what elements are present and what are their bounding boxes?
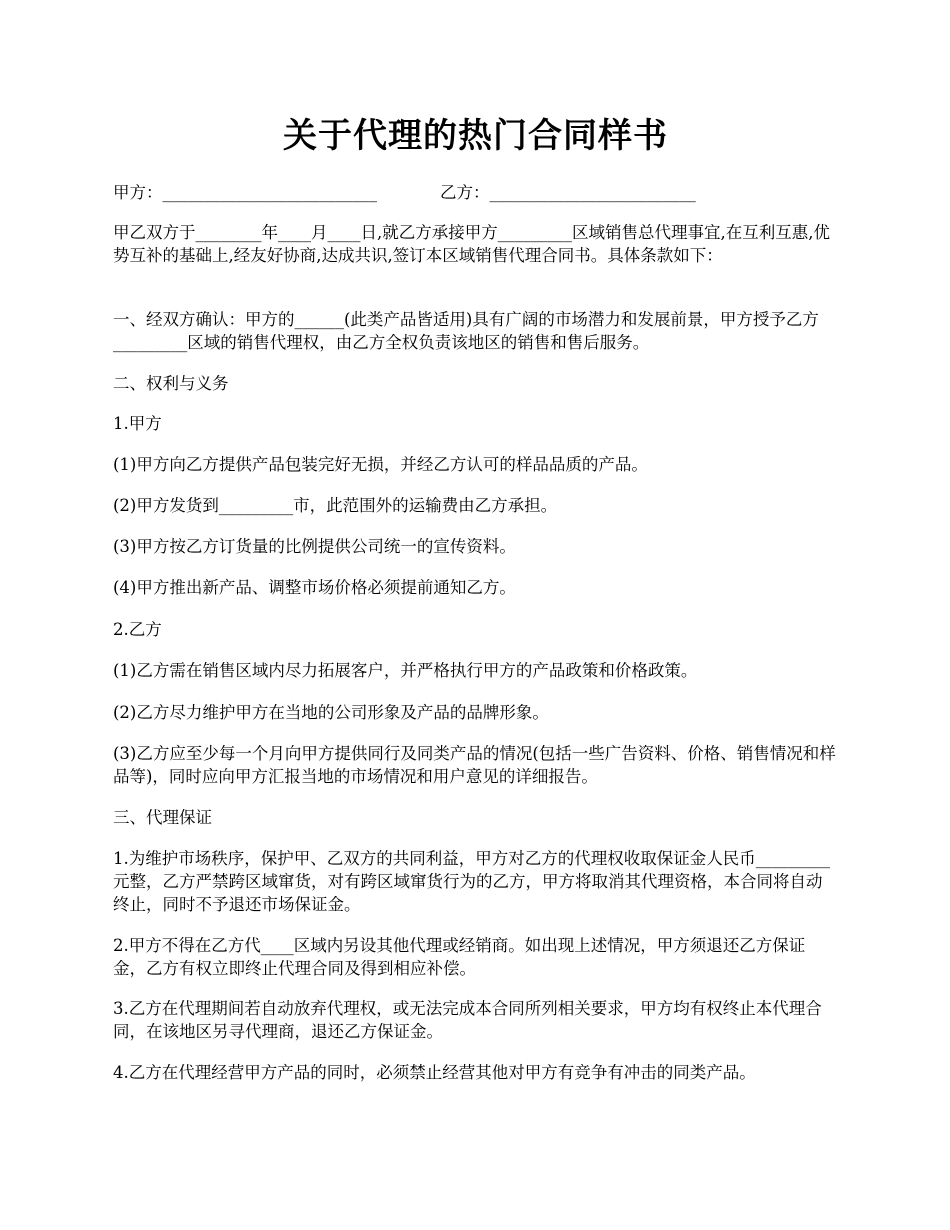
party-a-item-4: (4)甲方推出新产品、调整市场价格必须提前通知乙方。 <box>113 578 516 597</box>
document-title: 关于代理的热门合同样书 <box>283 116 668 156</box>
guarantee-item-1: 1.为维护市场秩序，保护甲、乙双方的共同利益，甲方对乙方的代理权收取保证金人民币_________元整，乙方严禁跨区域窜货，对有跨区域窜货行为的乙方，甲方将取消其代理资格，本合同将自动终止，同时不予退还市场保证金。 <box>113 849 830 914</box>
guarantee-item-2: 2.甲方不得在乙方代____区域内另设其他代理或经销商。如出现上述情况，甲方须退还乙方保证金，乙方有权立即终止代理合同及得到相应补偿。 <box>113 936 806 978</box>
section-heading-rights: 二、权利与义务 <box>113 374 229 393</box>
party-a-item-1: (1)甲方向乙方提供产品包装完好无损，并经乙方认可的样品品质的产品。 <box>113 455 648 474</box>
clause-1-confirmation: 一、经双方确认：甲方的______(此类产品皆适用)具有广阔的市场潜力和发展前景，甲方授予乙方_________区域的销售代理权，由乙方全权负责该地区的销售和售后服务。 <box>113 310 819 352</box>
party-a-item-3: (3)甲方按乙方订货量的比例提供公司统一的宣传资料。 <box>113 537 516 556</box>
guarantee-item-4: 4.乙方在代理经营甲方产品的同时，必须禁止经营其他对甲方有竞争有冲击的同类产品。 <box>113 1063 756 1082</box>
party-b-item-2: (2)乙方尽力维护甲方在当地的公司形象及产品的品牌形象。 <box>113 703 549 722</box>
party-b-line: 乙方：_________________________ <box>440 183 696 202</box>
subheading-party-b: 2.乙方 <box>113 620 162 639</box>
section-heading-guarantee: 三、代理保证 <box>113 808 212 827</box>
parties-line <box>113 181 838 204</box>
guarantee-item-3: 3.乙方在代理期间若自动放弃代理权，或无法完成本合同所列相关要求，甲方均有权终止本代理合同，在该地区另寻代理商，退还乙方保证金。 <box>113 999 822 1041</box>
intro-paragraph: 甲乙双方于________年____月____日,就乙方承接甲方_________区域销售总代理事宜,在互利互惠,优势互补的基础上,经友好协商,达成共识,签订本区域销售代理合同书。具体条款如下： <box>113 223 830 265</box>
party-b-item-1: (1)乙方需在销售区域内尽力拓展客户，并严格执行甲方的产品政策和价格政策。 <box>113 661 698 680</box>
subheading-party-a: 1.甲方 <box>113 414 162 433</box>
party-a-item-2: (2)甲方发货到_________市，此范围外的运输费由乙方承担。 <box>113 496 558 515</box>
party-a-line: 甲方：__________________________ <box>113 183 377 202</box>
party-b-item-3: (3)乙方应至少每一个月向甲方提供同行及同类产品的情况(包括一些广告资料、价格、销售情况和样品等)，同时应向甲方汇报当地的市场情况和用户意见的详细报告。 <box>113 744 836 786</box>
